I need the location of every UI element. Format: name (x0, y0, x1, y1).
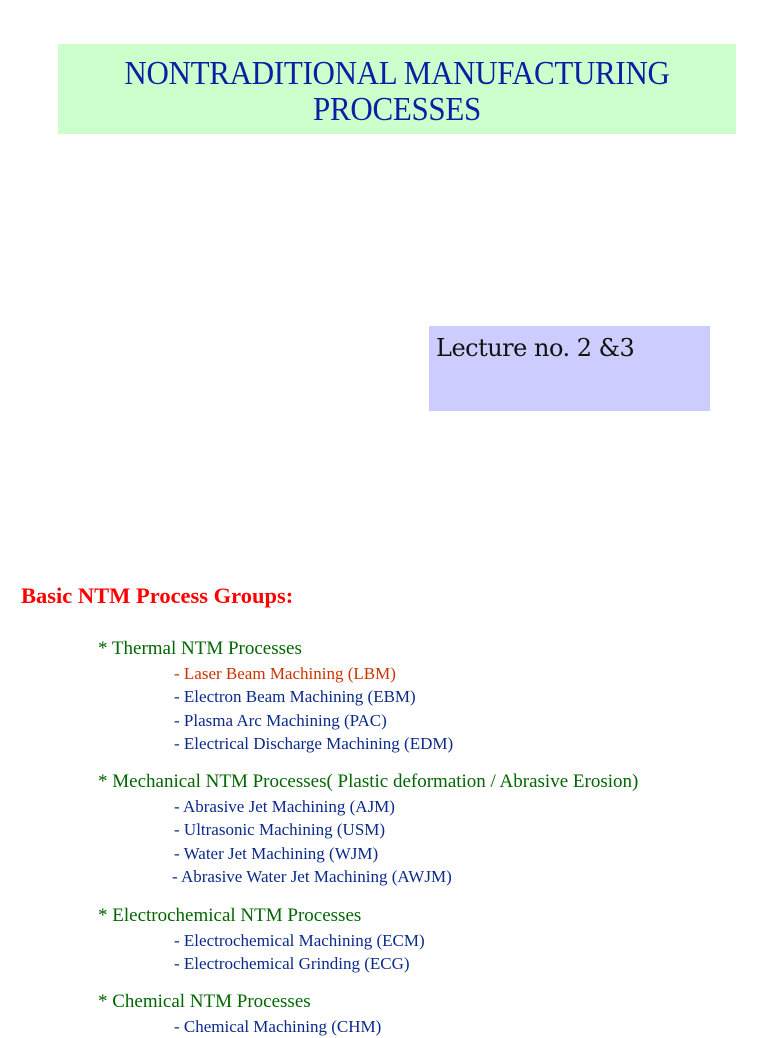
group-title: * Thermal NTM Processes (98, 638, 302, 659)
list-item: - Plasma Arc Machining (PAC) (174, 710, 387, 730)
list-item: - Abrasive Water Jet Machining (AWJM) (172, 866, 452, 886)
group-mechanical (98, 769, 638, 888)
group-electrochemical (98, 903, 425, 976)
group-title: * Mechanical NTM Processes( Plastic deformation / Abrasive Erosion) (98, 771, 639, 792)
group-items (98, 795, 638, 888)
group-items (98, 929, 425, 976)
group-thermal (98, 636, 453, 755)
list-item: - Electrical Discharge Machining (EDM) (174, 733, 454, 753)
group-items (98, 1015, 381, 1038)
title-banner (58, 44, 736, 134)
title-line-1: NONTRADITIONAL MANUFACTURING (124, 54, 670, 92)
list-item: - Ultrasonic Machining (USM) (174, 820, 386, 840)
section-heading: Basic NTM Process Groups: (21, 583, 294, 608)
list-item: - Chemical Machining (CHM) (174, 1017, 382, 1036)
list-item: - Laser Beam Machining (LBM) (174, 664, 396, 683)
lecture-label: Lecture no. 2 &3 (436, 334, 635, 362)
list-item: - Electrochemical Grinding (ECG) (174, 954, 410, 974)
list-item: - Abrasive Jet Machining (AJM) (174, 797, 395, 816)
list-item: - Electrochemical Machining (ECM) (174, 931, 425, 950)
group-chemical (98, 989, 381, 1038)
list-item: - Water Jet Machining (WJM) (174, 843, 379, 863)
group-title: * Electrochemical NTM Processes (98, 905, 362, 926)
group-title: * Chemical NTM Processes (98, 991, 311, 1012)
title-line-2: PROCESSES (313, 89, 481, 128)
lecture-box (429, 326, 710, 411)
list-item: - Electron Beam Machining (EBM) (174, 687, 416, 707)
group-items (98, 662, 453, 755)
